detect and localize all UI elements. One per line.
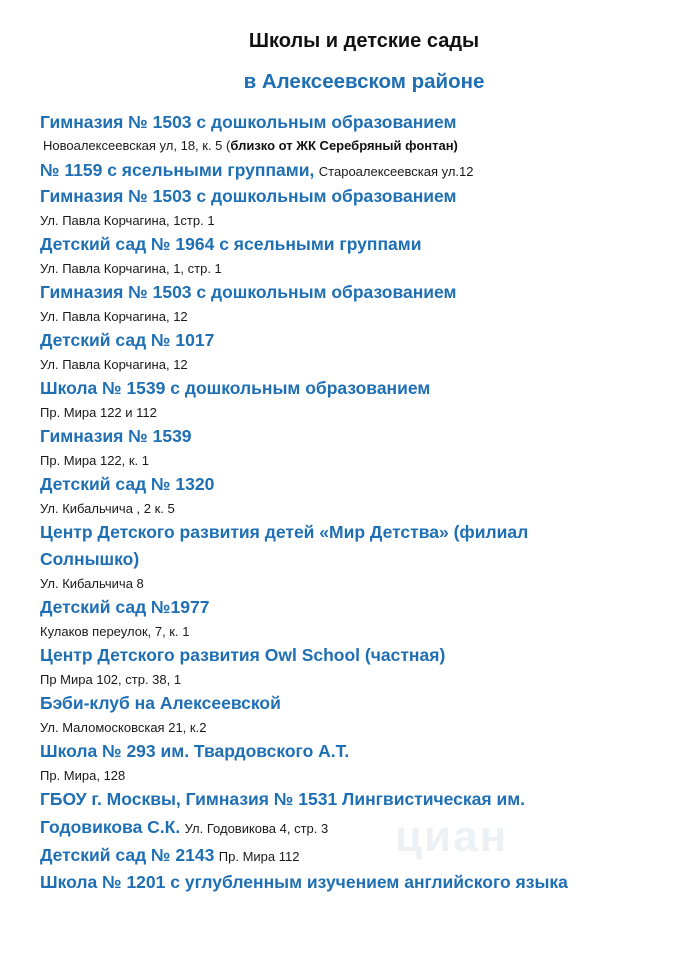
- institution-name: Гимназия № 1503 с дошкольным образованием: [40, 186, 457, 206]
- institution-name: Школа № 1201 с углубленным изучением английского языка: [40, 872, 568, 892]
- institution-name-continued: Солнышко): [40, 549, 140, 569]
- institution-line: [40, 817, 328, 838]
- institution-name: Детский сад № 1964 с ясельными группами: [40, 234, 422, 254]
- institution-name: ГБОУ г. Москвы, Гимназия № 1531 Лингвистическая им.: [40, 789, 526, 809]
- institution-address: Ул. Павла Корчагина, 12: [40, 309, 188, 324]
- institution-name: Детский сад № 1320: [40, 474, 215, 494]
- page-title: Школы и детские сады: [248, 30, 480, 52]
- institution-name: Гимназия № 1539: [40, 426, 192, 446]
- address-text: Новоалексеевская ул, 18, к. 5 (: [43, 138, 231, 153]
- institution-address: Ул. Маломосковская 21, к.2: [40, 720, 207, 735]
- institution-name: Центр Детского развития Owl School (частная): [40, 645, 446, 665]
- institution-address: [43, 138, 458, 153]
- institution-address: Ул. Павла Корчагина, 12: [40, 357, 188, 372]
- institution-name: Школа № 1539 с дошкольным образованием: [40, 378, 431, 398]
- institution-address: Ул. Годовикова 4, стр. 3: [184, 821, 329, 836]
- watermark-logo: циан: [395, 812, 509, 861]
- institution-address: Пр. Мира 112: [218, 849, 300, 864]
- institution-name-continued: Годовикова С.К.: [40, 817, 181, 837]
- institution-name: № 1159 с ясельными группами,: [40, 160, 315, 180]
- institution-line: [40, 845, 299, 866]
- institution-address: Пр. Мира 122 и 112: [40, 405, 157, 420]
- institution-name: Центр Детского развития детей «Мир Детства» (филиал: [40, 522, 529, 542]
- institution-address: Пр. Мира 122, к. 1: [40, 453, 150, 468]
- institution-address: Ул. Кибальчича , 2 к. 5: [40, 501, 175, 516]
- institution-name: Детский сад №1977: [40, 597, 210, 617]
- institution-address: Пр Мира 102, стр. 38, 1: [40, 672, 182, 687]
- page-subtitle: в Алексеевском районе: [243, 70, 485, 93]
- institution-address: Ул. Павла Корчагина, 1стр. 1: [40, 213, 215, 228]
- institution-address: Ул. Кибальчича 8: [40, 576, 144, 591]
- institution-name: Гимназия № 1503 с дошкольным образованием: [40, 282, 457, 302]
- institution-address: Староалексеевская ул.12: [318, 164, 474, 179]
- institution-name: Детский сад № 2143: [40, 845, 215, 865]
- institution-line: [40, 160, 474, 181]
- institution-name: Детский сад № 1017: [40, 330, 215, 350]
- address-note: близко от ЖК Серебряный фонтан): [230, 138, 458, 153]
- institution-address: Пр. Мира, 128: [40, 768, 126, 783]
- institution-address: Ул. Павла Корчагина, 1, стр. 1: [40, 261, 222, 276]
- institution-name: Школа № 293 им. Твардовского А.Т.: [40, 741, 350, 761]
- institution-address: Кулаков переулок, 7, к. 1: [40, 624, 190, 639]
- institution-name: Бэби-клуб на Алексеевской: [40, 693, 281, 713]
- institution-name: Гимназия № 1503 с дошкольным образованием: [40, 112, 457, 132]
